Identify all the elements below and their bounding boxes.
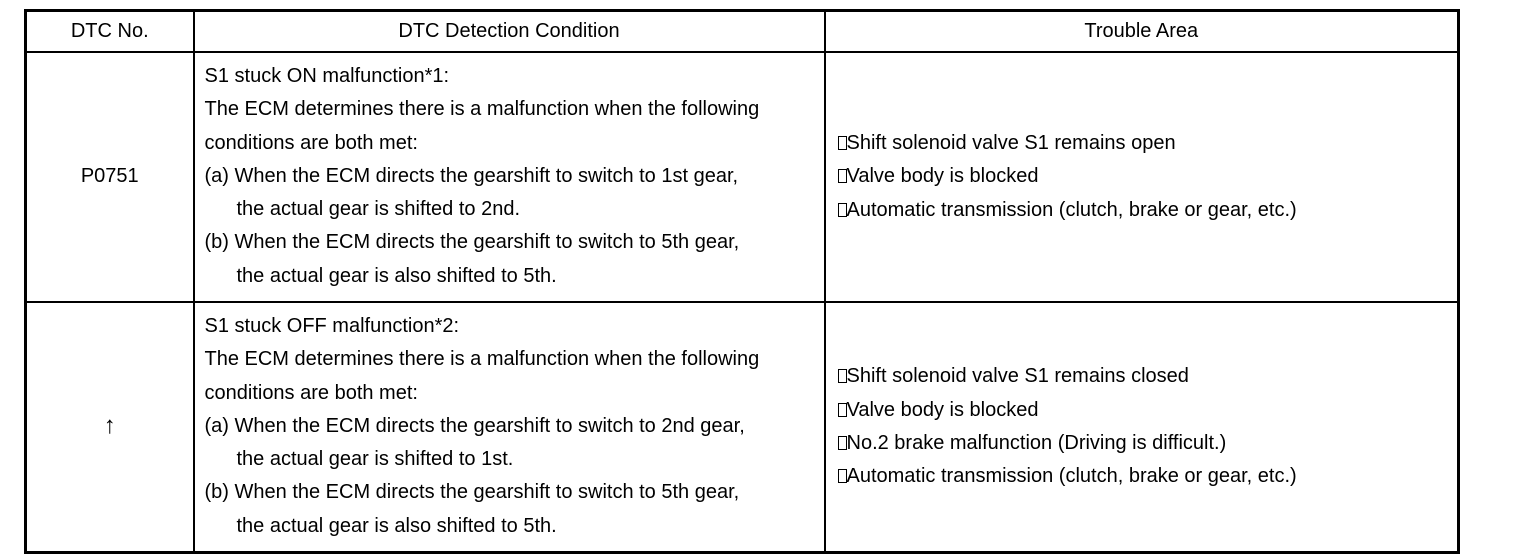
detection-condition-cell	[194, 52, 825, 302]
trouble-area-item	[838, 427, 1458, 460]
trouble-area-cell	[825, 52, 1459, 302]
header-detection-condition: DTC Detection Condition	[194, 11, 825, 53]
dtc-table	[24, 9, 1460, 554]
table-row	[26, 52, 1459, 302]
item-text: When the ECM directs the gearshift to switch to 1st gear,	[234, 164, 739, 187]
table-row	[26, 302, 1459, 553]
condition-item	[205, 160, 824, 227]
same-as-above-arrow-icon: ↑	[103, 412, 116, 440]
condition-item	[205, 476, 824, 543]
trouble-area-item	[838, 160, 1458, 193]
dtc-number-cell	[26, 302, 194, 553]
trouble-area-item	[838, 194, 1458, 227]
item-text: When the ECM directs the gearshift to switch to 5th gear,	[234, 231, 740, 254]
condition-text: The ECM determines there is a malfunction when the following	[204, 98, 760, 121]
trouble-area-text: Valve body is blocked	[846, 165, 1039, 188]
item-marker: (a)	[204, 414, 229, 437]
item-text: When the ECM directs the gearshift to switch to 5th gear,	[234, 481, 740, 504]
checkbox-bullet-icon	[838, 169, 847, 183]
checkbox-bullet-icon	[838, 469, 847, 483]
condition-item	[205, 226, 824, 293]
header-trouble-area: Trouble Area	[825, 11, 1459, 53]
trouble-area-item	[838, 127, 1458, 160]
trouble-area-cell	[825, 302, 1459, 553]
item-marker: (b)	[204, 231, 229, 254]
item-text-continued: the actual gear is shifted to 2nd.	[236, 198, 521, 221]
condition-title: S1 stuck ON malfunction*1:	[204, 65, 450, 87]
header-row	[26, 11, 1459, 53]
item-marker: (b)	[204, 481, 229, 504]
trouble-area-text: No.2 brake malfunction (Driving is difficult.)	[846, 432, 1227, 454]
item-text-continued: the actual gear is also shifted to 5th.	[236, 514, 557, 537]
item-marker: (a)	[204, 164, 229, 187]
trouble-area-text: Automatic transmission (clutch, brake or gear, etc.)	[846, 465, 1297, 488]
trouble-area-item	[838, 394, 1458, 427]
item-text: When the ECM directs the gearshift to switch to 2nd gear,	[234, 414, 745, 437]
checkbox-bullet-icon	[838, 369, 847, 383]
condition-text: conditions are both met:	[204, 131, 418, 154]
trouble-area-text: Valve body is blocked	[846, 398, 1039, 421]
condition-title: S1 stuck OFF malfunction*2:	[204, 315, 460, 337]
checkbox-bullet-icon	[838, 403, 847, 417]
trouble-area-text: Automatic transmission (clutch, brake or gear, etc.)	[846, 198, 1297, 221]
dtc-number: P0751	[80, 165, 139, 188]
header-dtc-no: DTC No.	[26, 11, 194, 53]
item-text-continued: the actual gear is shifted to 1st.	[236, 448, 514, 471]
dtc-number-cell	[26, 52, 194, 302]
item-text-continued: the actual gear is also shifted to 5th.	[236, 264, 557, 287]
checkbox-bullet-icon	[838, 203, 847, 217]
condition-text: The ECM determines there is a malfunction when the following	[204, 348, 760, 371]
checkbox-bullet-icon	[838, 136, 847, 150]
condition-text: conditions are both met:	[204, 381, 418, 404]
trouble-area-item	[838, 460, 1458, 493]
condition-item	[205, 410, 824, 477]
trouble-area-item	[838, 360, 1458, 393]
trouble-area-text: Shift solenoid valve S1 remains closed	[846, 365, 1189, 388]
checkbox-bullet-icon	[838, 436, 847, 450]
detection-condition-cell	[194, 302, 825, 553]
trouble-area-text: Shift solenoid valve S1 remains open	[846, 132, 1176, 155]
